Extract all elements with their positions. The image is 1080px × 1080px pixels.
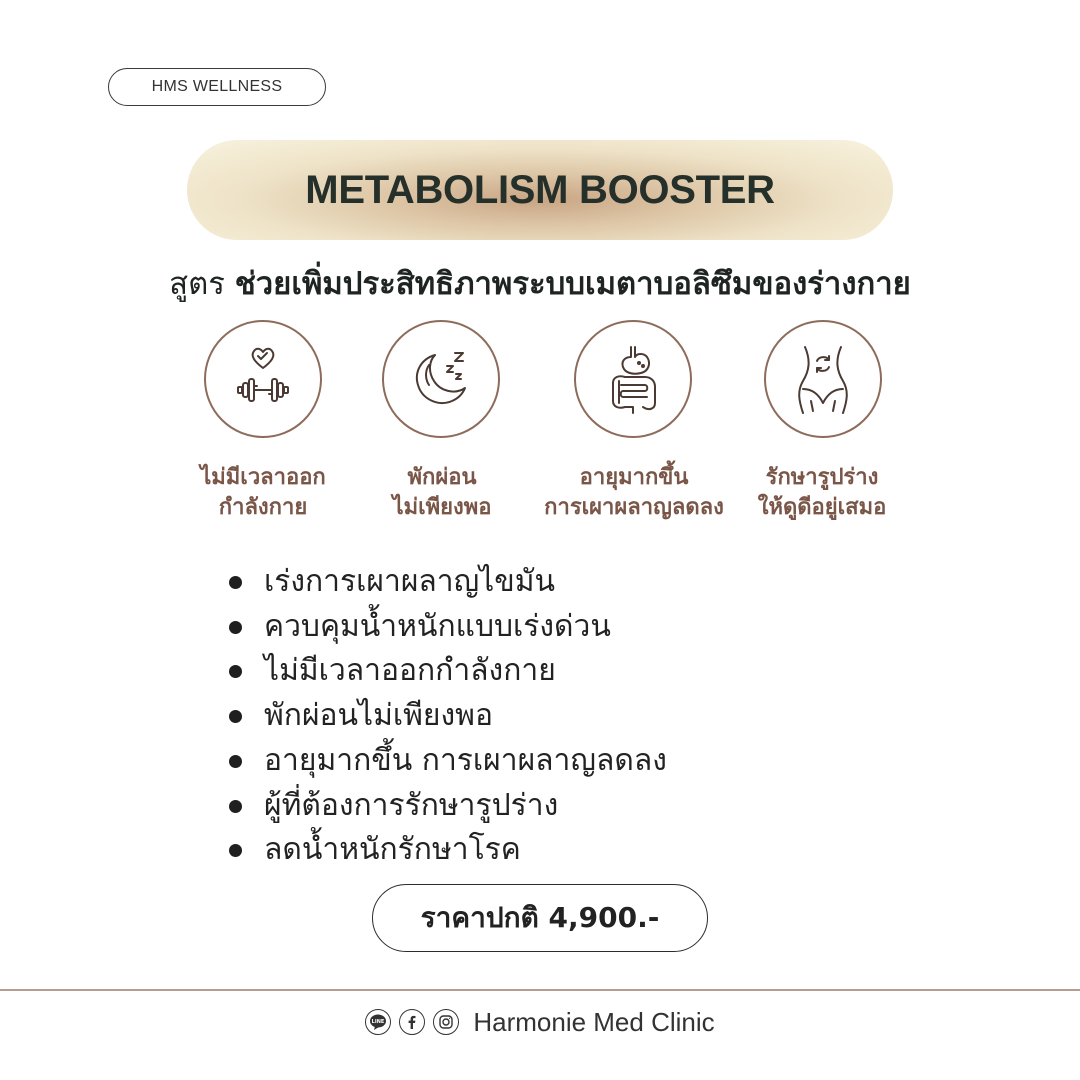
benefit-list — [228, 560, 667, 873]
dumbbell-heart-icon — [223, 339, 303, 419]
list-item: ควบคุมน้ำหนักแบบเร่งด่วน — [228, 605, 667, 650]
feature-icon-ring — [764, 320, 882, 438]
list-item: พักผ่อนไม่เพียงพอ — [228, 694, 667, 739]
subtitle — [0, 258, 1080, 308]
title-banner — [187, 140, 893, 240]
feature-caption: ไม่มีเวลาออก กำลังกาย — [200, 465, 326, 520]
feature-icon-ring — [204, 320, 322, 438]
brand-label: HMS WELLNESS — [151, 78, 283, 95]
digestive-system-icon — [593, 339, 673, 419]
line-icon[interactable] — [365, 1009, 391, 1035]
feature-caption: พักผ่อน ไม่เพียงพอ — [392, 465, 492, 520]
list-item: ไม่มีเวลาออกกำลังกาย — [228, 649, 667, 694]
brand-badge — [108, 68, 326, 106]
clinic-name: Harmonie Med Clinic — [473, 1006, 715, 1037]
feature-icon-ring — [574, 320, 692, 438]
facebook-icon[interactable] — [399, 1009, 425, 1035]
feature-caption: อายุมากขึ้น การเผาผลาญลดลง — [544, 465, 724, 520]
list-item: ลดน้ำหนักรักษาโรค — [228, 828, 667, 873]
svg-text:LINE: LINE — [372, 1019, 385, 1025]
footer — [0, 1004, 1080, 1040]
list-item: ผู้ที่ต้องการรักษารูปร่าง — [228, 784, 667, 829]
footer-divider — [0, 989, 1080, 991]
feature-caption: รักษารูปร่าง ให้ดูดีอยู่เสมอ — [757, 465, 887, 520]
price-badge — [372, 884, 708, 952]
page-title: METABOLISM BOOSTER — [305, 167, 775, 212]
subtitle-prefix: สูตร — [169, 266, 225, 302]
waist-shape-icon — [783, 339, 863, 419]
subtitle-main: ช่วยเพิ่มประสิทธิภาพระบบเมตาบอลิซึมของร่างกาย — [234, 266, 911, 302]
moon-sleep-icon — [401, 339, 481, 419]
feature-icon-ring — [382, 320, 500, 438]
list-item: เร่งการเผาผลาญไขมัน — [228, 560, 667, 605]
instagram-icon[interactable] — [433, 1009, 459, 1035]
list-item: อายุมากขึ้น การเผาผลาญลดลง — [228, 739, 667, 784]
price-label: ราคาปกติ 4,900.- — [420, 901, 660, 934]
